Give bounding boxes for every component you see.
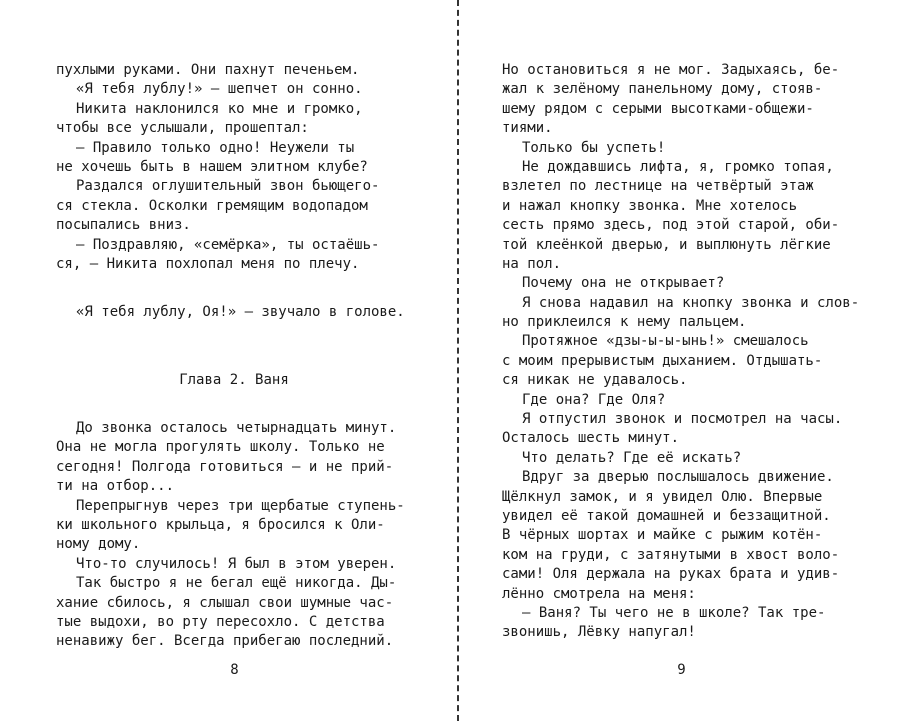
text-line: чтобы все услышали, прошептал: xyxy=(56,120,309,137)
text-line: ся стекла. Осколки гремящим водопадом xyxy=(56,197,368,214)
page-number: 9 xyxy=(677,662,686,678)
text-line: тые выдохи, во рту пересохло. С детства xyxy=(56,613,385,630)
text-line: До звонка осталось четырнадцать минут. xyxy=(76,420,397,437)
text-line: Щёлкнул замок, и я увидел Олю. Впервые xyxy=(502,488,823,505)
text-line: — Поздравляю, «семёрка», ты остаёшь- xyxy=(76,236,380,253)
text-line: ки школьного крыльца, я бросился к Оли- xyxy=(56,517,385,534)
text-line: но приклеился к нему пальцем. xyxy=(502,314,747,331)
text-line: пухлыми руками. Они пахнут печеньем. xyxy=(56,62,360,78)
text-line: ти на отбор... xyxy=(56,478,175,495)
text-line: взлетел по лестнице на четвёртый этаж xyxy=(502,178,814,195)
text-line: Осталось шесть минут. xyxy=(502,430,680,447)
text-line: ному дому. xyxy=(56,536,141,553)
text-line: Перепрыгнув через три щербатые ступень- xyxy=(76,497,405,514)
text-line: жал к зелёному панельному дому, стояв- xyxy=(502,81,823,98)
text-line: посыпались вниз. xyxy=(56,217,191,234)
text-line: тиями. xyxy=(502,120,553,137)
text-line: Что-то случилось! Я был в этом уверен. xyxy=(76,555,397,572)
text-line: Только бы успеть! xyxy=(522,139,666,156)
left-page-text xyxy=(56,61,412,652)
text-line: сесть прямо здесь, под этой старой, оби- xyxy=(502,217,840,234)
text-line: сегодня! Полгода готовиться — и не прий- xyxy=(56,458,394,475)
text-line: Протяжное «дзы-ы-ы-ынь!» смешалось xyxy=(522,333,809,350)
text-line: Я отпустил звонок и посмотрел на часы. xyxy=(522,411,843,428)
text-line: «Я тебя лублу, Оя!» — звучало в голове. xyxy=(76,304,405,321)
right-page xyxy=(458,0,915,721)
text-line: Я снова надавил на кнопку звонка и слов- xyxy=(522,294,860,311)
text-line: и нажал кнопку звонка. Мне хотелось xyxy=(502,197,798,214)
text-line: сами! Оля держала на руках брата и удив- xyxy=(502,566,840,583)
text-line: с моим прерывистым дыханием. Отдышать- xyxy=(502,352,823,369)
text-line: хание сбилось, я слышал свои шумные час- xyxy=(56,594,394,611)
text-line: Почему она не открывает? xyxy=(522,275,725,292)
left-page xyxy=(0,0,457,721)
text-line: шему рядом с серыми высотками-общежи- xyxy=(502,100,814,117)
text-line: В чёрных шортах и майке с рыжим котён- xyxy=(502,527,823,544)
text-line: Она не могла прогулять школу. Только не xyxy=(56,439,385,456)
text-line: Что делать? Где её искать? xyxy=(522,449,742,466)
text-line: — Правило только одно! Неужели ты xyxy=(76,139,355,156)
text-line: той клеёнкой дверью, и выплюнуть лёгкие xyxy=(502,236,831,253)
text-line: ненавижу бег. Всегда прибегаю последний. xyxy=(56,633,394,650)
text-line: «Я тебя лублу!» — шепчет он сонно. xyxy=(76,81,363,98)
text-line: ся никак не удавалось. xyxy=(502,372,688,389)
text-line: Раздался оглушительный звон бьющего- xyxy=(76,178,380,195)
text-line: не хочешь быть в нашем элитном клубе? xyxy=(56,158,368,175)
text-line: звонишь, Лёвку напугал! xyxy=(502,624,696,641)
text-line: увидел её такой домашней и беззащитной. xyxy=(502,507,831,524)
text-line: Вдруг за дверью послышалось движение. xyxy=(522,469,834,486)
text-line: ком на груди, с затянутыми в хвост воло- xyxy=(502,546,840,563)
text-line: Не дождавшись лифта, я, громко топая, xyxy=(522,158,834,175)
text-line: — Ваня? Ты чего не в школе? Так тре- xyxy=(522,604,826,621)
text-line: ся, — Никита похлопал меня по плечу. xyxy=(56,255,360,272)
text-line: Где она? Где Оля? xyxy=(522,391,666,408)
text-line: Но остановиться я не мог. Задыхаясь, бе- xyxy=(502,62,840,78)
chapter-title: Глава 2. Ваня xyxy=(179,371,289,388)
right-page-text xyxy=(502,61,862,643)
text-line: Никита наклонился ко мне и громко, xyxy=(76,100,363,117)
text-line: на пол. xyxy=(502,255,562,272)
text-line: Так быстро я не бегал ещё никогда. Ды- xyxy=(76,575,397,592)
page-number: 8 xyxy=(230,662,239,678)
text-line: лённо смотрела на меня: xyxy=(502,585,696,602)
